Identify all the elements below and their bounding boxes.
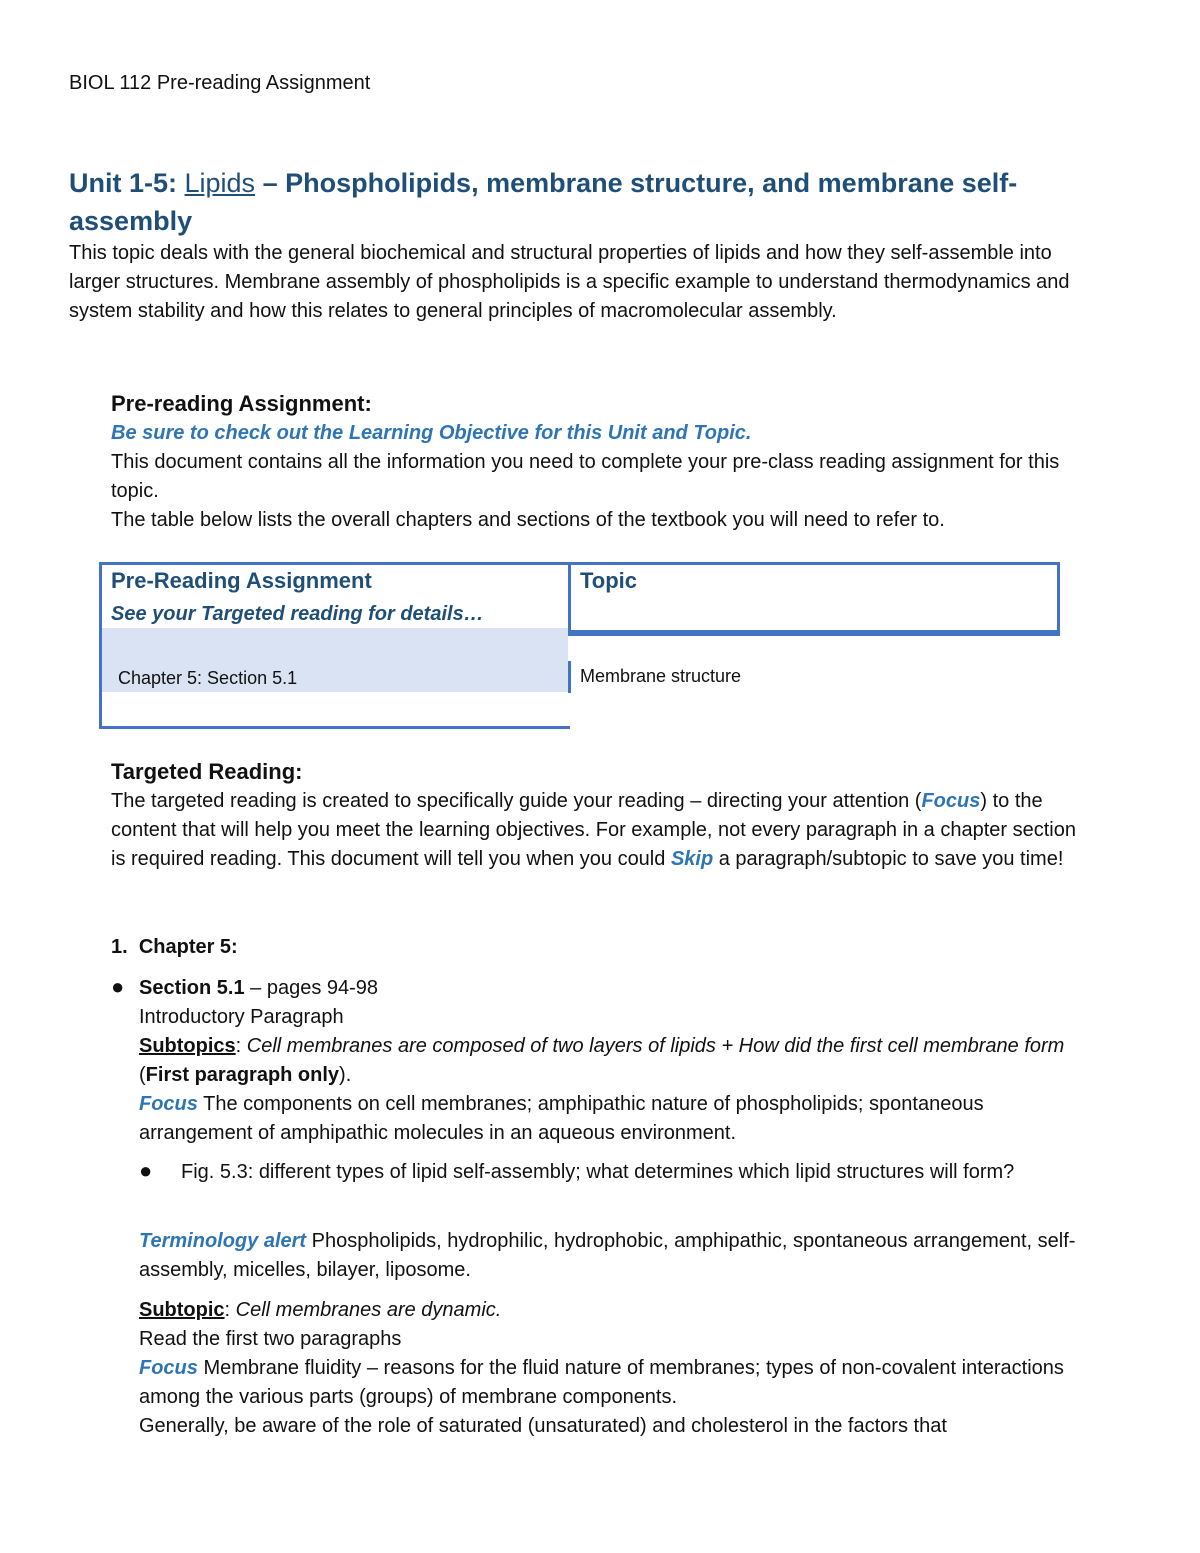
section-block xyxy=(139,974,1079,1148)
document-header: BIOL 112 Pre-reading Assignment xyxy=(69,72,371,94)
section-intro-para: Introductory Paragraph xyxy=(139,1006,344,1028)
terminology-text: Phospholipids, hydrophilic, hydrophobic, amphipathic, spontaneous arrangement, self-assembly, micelles, bilayer, liposome. xyxy=(139,1230,1076,1281)
table-header-right xyxy=(568,562,1060,636)
read-two-paragraphs: Read the first two paragraphs xyxy=(139,1328,402,1350)
skip-word: Skip xyxy=(670,848,714,870)
table-col1-subheader: See your Targeted reading for details… xyxy=(111,603,484,625)
targeted-section xyxy=(111,759,1081,874)
subtopic2-colon: : xyxy=(224,1299,236,1321)
targeted-text-b: ) to the content that will help you meet the learning objectives. For example, not every paragraph in a chapter section is required reading. This document will tell you when you could xyxy=(111,790,1076,870)
focus2-label: Focus xyxy=(139,1357,198,1379)
targeted-heading: Targeted Reading: xyxy=(111,759,303,784)
fig-bullet-icon: ● xyxy=(139,1158,153,1183)
subtopics-italic: Cell membranes are composed of two layers of lipids + How did the first cell membrane form xyxy=(246,1035,1065,1057)
subtopic2-line xyxy=(139,1296,1079,1325)
subtopics-label: Subtopics xyxy=(139,1035,236,1057)
subtopic2-block xyxy=(139,1296,1079,1441)
chapter-number: 1. xyxy=(111,936,128,958)
prereading-section xyxy=(111,391,1091,535)
table-divider xyxy=(568,661,571,693)
terminology-label: Terminology alert xyxy=(139,1230,307,1252)
targeted-paragraph xyxy=(111,787,1081,874)
focus-text: The components on cell membranes; amphipathic nature of phospholipids; spontaneous arrangement of amphipathic molecules in an aqueous environment. xyxy=(139,1093,984,1144)
subtopics-line xyxy=(139,1032,1079,1090)
section-pages: – pages 94-98 xyxy=(244,977,379,999)
unit-title xyxy=(69,164,1069,240)
title-rest: – Phospholipids, membrane structure, and membrane self-assembly xyxy=(69,168,1018,236)
section-title: Section 5.1 xyxy=(139,977,245,999)
targeted-text-a: The targeted reading is created to specifically guide your reading – directing your attention ( xyxy=(111,790,922,812)
prereading-line-2: The table below lists the overall chapters and sections of the textbook you will need to refer to. xyxy=(111,509,945,531)
subtopic2-italic: Cell membranes are dynamic. xyxy=(235,1299,502,1321)
subtopics-colon: : xyxy=(235,1035,247,1057)
table-row1-col2: Membrane structure xyxy=(580,666,742,686)
subtopic2-label: Subtopic xyxy=(139,1299,225,1321)
learning-objective-note: Be sure to check out the Learning Objective for this Unit and Topic. xyxy=(111,422,752,444)
targeted-text-c: a paragraph/subtopic to save you time! xyxy=(713,848,1064,870)
focus-label: Focus xyxy=(139,1093,198,1115)
intro-paragraph: This topic deals with the general biochemical and structural properties of lipids and how they self-assemble into larger structures. Membrane assembly of phospholipids is a specific example to understand thermodynamics and system stability and how this relates to general principles of macromolecular assembly. xyxy=(69,242,1070,322)
fig-note: Fig. 5.3: different types of lipid self-assembly; what determines which lipid structures will form? xyxy=(181,1161,1015,1183)
chapter-label: Chapter 5: xyxy=(138,936,238,958)
table-col2-header: Topic xyxy=(580,568,638,593)
title-prefix: Unit 1-5: xyxy=(69,168,185,198)
subtopics-open: ( xyxy=(139,1064,146,1086)
table-row1-col1: Chapter 5: Section 5.1 xyxy=(118,668,298,688)
section-title-line xyxy=(139,974,1079,1003)
title-lipids-link: Lipids xyxy=(184,168,256,198)
subtopics-bold: First paragraph only xyxy=(145,1064,340,1086)
subtopics-close: ). xyxy=(339,1064,352,1086)
general-note: Generally, be aware of the role of saturated (unsaturated) and cholesterol in the factors that xyxy=(139,1415,947,1437)
section-bullet-icon: ● xyxy=(111,974,125,999)
focus2-line xyxy=(139,1354,1079,1412)
prereading-heading: Pre-reading Assignment: xyxy=(111,391,372,416)
focus-word: Focus xyxy=(921,790,981,812)
table-col1-header: Pre-Reading Assignment xyxy=(111,568,372,593)
terminology-line xyxy=(139,1227,1079,1285)
focus-line xyxy=(139,1090,1079,1148)
focus2-text: Membrane fluidity – reasons for the fluid nature of membranes; types of non-covalent interactions among the various parts (groups) of membrane components. xyxy=(139,1357,1064,1408)
prereading-line-1: This document contains all the information you need to complete your pre-class reading assignment for this topic. xyxy=(111,451,1060,502)
chapter-item xyxy=(111,933,238,962)
